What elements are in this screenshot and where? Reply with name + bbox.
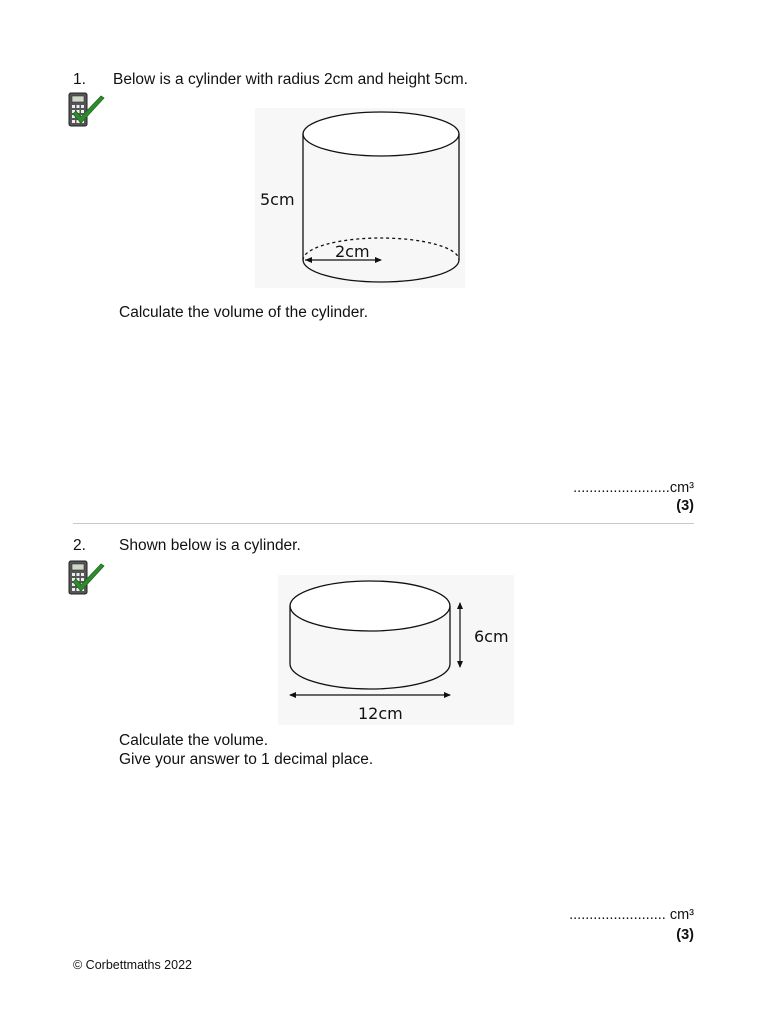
question-2-number: 2.	[73, 537, 86, 554]
question-2-marks: (3)	[676, 927, 694, 943]
question-1-radius-label: 2cm	[335, 242, 370, 261]
question-1-height-label: 5cm	[260, 190, 295, 209]
answer-blank: ........................	[569, 907, 666, 923]
question-1-number: 1.	[73, 71, 86, 88]
question-1-instruction: Calculate the volume of the cylinder.	[119, 304, 368, 321]
question-2-instruction-1: Calculate the volume.	[119, 732, 269, 749]
question-2-cylinder-diagram	[278, 575, 514, 725]
question-2-instruction-2: Give your answer to 1 decimal place.	[119, 751, 374, 768]
question-1-marks: (3)	[676, 498, 694, 514]
question-2-diameter-label: 12cm	[358, 704, 403, 723]
question-1-prompt: Below is a cylinder with radius 2cm and height 5cm.	[113, 71, 468, 88]
question-2-answer-line[interactable]	[569, 907, 694, 923]
calculator-allowed-icon	[66, 560, 108, 598]
question-1-answer-line[interactable]	[573, 480, 694, 496]
answer-unit: cm³	[665, 907, 694, 923]
question-2-height-label: 6cm	[474, 627, 509, 646]
answer-unit: cm³	[669, 480, 694, 496]
question-divider	[73, 523, 694, 524]
question-2-prompt: Shown below is a cylinder.	[119, 537, 301, 554]
copyright-footer: © Corbettmaths 2022	[73, 958, 192, 972]
calculator-allowed-icon	[66, 92, 108, 130]
answer-blank: ........................	[573, 480, 670, 496]
question-1-cylinder-diagram	[255, 108, 465, 288]
